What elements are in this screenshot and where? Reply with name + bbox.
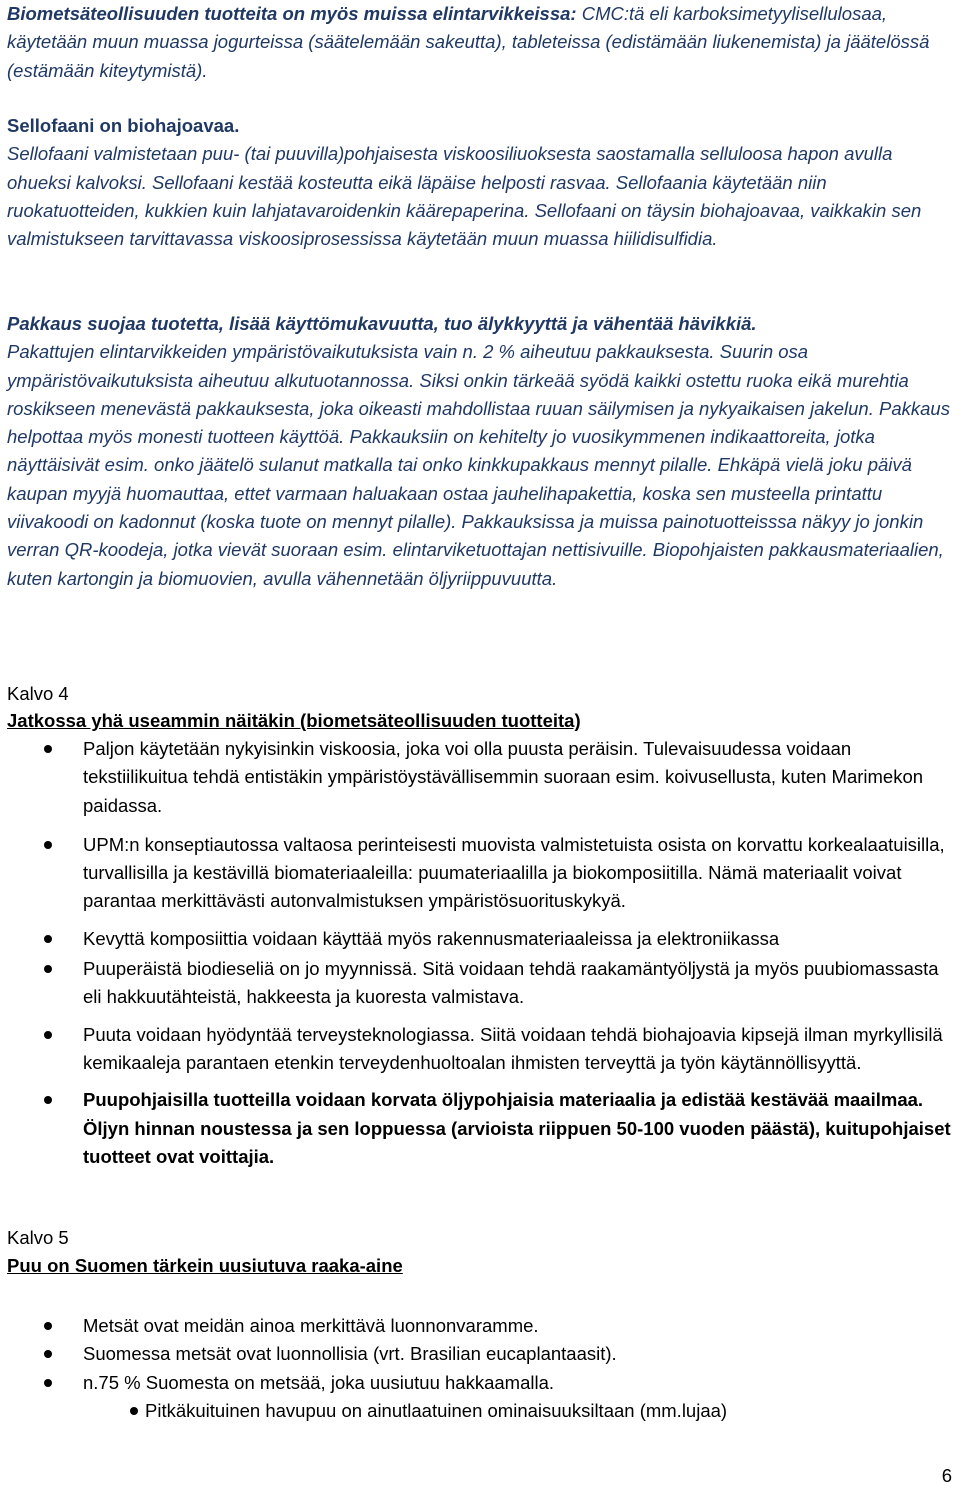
- list-item-text: Paljon käytetään nykyisinkin viskoosia, joka voi olla puusta peräisin. Tulevaisuudessa voidaan tekstiilikuitua tehdä entistäkin ympäristöystävällisemmin suoraan esim. koivusellusta, kuten Marimekon paidassa.: [83, 738, 924, 816]
- bullet-icon: [44, 745, 52, 753]
- list-item-text: Pitkäkuituinen havupuu on ainutlaatuinen ominaisuuksiltaan (mm.lujaa): [145, 1399, 728, 1421]
- list-item: [0, 735, 960, 820]
- kalvo5-title: [7, 1252, 403, 1280]
- list-item-text: UPM:n konseptiautossa valtaosa perinteisesti muovista valmistetuista osista on korvattu korkealaatuisilla, turvallisilla ja kestävillä biomateriaaleilla: puumateriaalilla ja biokomposiitilla. Nämä materiaalit voivat parantaa merkittävästi autonvalmistuksen ympäristösuorituskykyä.: [83, 833, 945, 912]
- list-item-text: Suomessa metsät ovat luonnollisia (vrt. Brasilian eucaplantaasit).: [83, 1343, 617, 1365]
- bullet-icon: [44, 1350, 52, 1358]
- list-item: [0, 831, 960, 916]
- pakkaus-text: Pakattujen elintarvikkeiden ympäristövaikutuksista vain n. 2 % aiheutuu pakkauksesta. Suurin osa ympäristövaikutuksista aiheutuu alkutuotannossa. Siksi onkin tärkeää syödä kaikki ostettu ruoka eikä murehtia roskikseen menevästä pakkauksesta, joka oikeasti mahdollistaa ruuan säilymisen ja nykyaikaisen jakelun. Pakkaus helpottaa myös monesti tuotteen käyttöä. Pakkauksiin on kehitelty jo vuosikymmenen indikaattoreita, jotka näyttäisivät esim. onko jäätelö sulanut matkalla tai onko kinkkupakkaus mennyt pilalle. Ehkäpä vielä joku päivä kaupan myyjä huomauttaa, ettet varmaan haluakaan ostaa jauhelihapakettia, koska sen musteella printattu viivakoodi on kadonnut (koska tuote on mennyt pilalle). Pakkauksissa ja muissa painotuotteisssa näkyy jo jonkin verran QR-koodeja, jotka vievät suoraan esim. elintarviketuottajan nettisivuille. Biopohjaisten pakkausmateriaalien, kuten kartongin ja biomuovien, avulla vähennetään öljyriippuvuutta.: [7, 341, 950, 589]
- list-item: [0, 1397, 960, 1425]
- kalvo5-label: Kalvo 5: [7, 1227, 69, 1248]
- bullet-icon: [44, 1322, 52, 1330]
- bullet-icon: [44, 935, 52, 943]
- list-item: [0, 1312, 960, 1340]
- bullet-icon: [130, 1407, 138, 1415]
- intro-lead: Biometsäteollisuuden tuotteita on myös muissa elintarvikkeissa:: [7, 3, 577, 24]
- bullet-icon: [44, 841, 52, 849]
- list-item-text: n.75 % Suomesta on metsää, joka uusiutuu hakkaamalla.: [83, 1371, 555, 1393]
- list-item: [0, 1369, 960, 1397]
- pakkaus-heading: Pakkaus suojaa tuotetta, lisää käyttömukavuutta, tuo älykkyyttä ja vähentää hävikkiä.: [7, 313, 757, 334]
- kalvo4-label: Kalvo 4: [7, 683, 69, 704]
- sellofaani-section: [7, 112, 953, 253]
- list-item: [0, 925, 960, 953]
- sellofaani-heading: Sellofaani on biohajoavaa.: [7, 115, 240, 136]
- list-item-text: Puuperäistä biodieseliä on jo myynnissä. Sitä voidaan tehdä raakamäntyöljystä ja myös puubiomassasta eli hakkuutähteistä, hakkeesta ja kuoresta valmistava.: [83, 958, 939, 1008]
- kalvo5-list: [0, 1312, 960, 1425]
- list-item: [0, 1086, 960, 1171]
- list-item-text: Kevyttä komposiittia voidaan käyttää myös rakennusmateriaaleissa ja elektroniikassa: [83, 927, 780, 949]
- list-item-text: Puuta voidaan hyödyntää terveysteknologiassa. Siitä voidaan tehdä biohajoavia kipsejä ilman myrkyllisilä kemikaaleja parantaen etenkin terveydenhuoltoalan ihmisten terveyttä ja työn käytännöllisyyttä.: [83, 1023, 943, 1073]
- bullet-icon: [44, 1031, 52, 1039]
- kalvo5-title-text: Puu on Suomen tärkein uusiutuva raaka-aine: [7, 1255, 403, 1276]
- page-number: 6: [941, 1465, 952, 1486]
- sellofaani-text: Sellofaani valmistetaan puu- (tai puuvilla)pohjaisesta viskoosiliuoksesta saostamalla selluloosa hapon avulla ohueksi kalvoksi. Sellofaani kestää kosteutta eikä läpäise helposti rasvaa. Sellofaania käytetään niin ruokatuotteiden, kukkien kuin lahjatavaroidenkin käärepaperina. Sellofaani on täysin biohajoavaa, vaikkakin sen valmistukseen tarvittavassa viskoosiprosessissa käytetään muun muassa hiilidisulfidia.: [7, 143, 922, 250]
- kalvo4-title: [7, 707, 581, 735]
- intro-text: CMC:tä eli karboksimetyylisellulosaa, käytetään muun muassa jogurteissa (säätelemään sakeutta), tableteissa (edistämään liukenemista) ja jäätelössä (estämään kiteytymistä).: [7, 3, 930, 81]
- list-item: [0, 1340, 960, 1368]
- kalvo4-list: [0, 735, 960, 1171]
- bullet-icon: [44, 1096, 52, 1104]
- pakkaus-section: [7, 310, 953, 593]
- intro-paragraph: [7, 0, 953, 85]
- bullet-icon: [44, 965, 52, 973]
- list-item-text: Puupohjaisilla tuotteilla voidaan korvata öljypohjaisia materiaalia ja edistää kestävää maailmaa. Öljyn hinnan noustessa ja sen loppuessa (arvioista riippuen 50-100 vuoden päästä), kuitupohjaiset tuotteet ovat voittajia.: [83, 1089, 951, 1167]
- list-item-text: Metsät ovat meidän ainoa merkittävä luonnonvaramme.: [83, 1315, 539, 1336]
- kalvo4-title-text: Jatkossa yhä useammin näitäkin (biometsäteollisuuden tuotteita): [7, 710, 581, 731]
- bullet-icon: [44, 1379, 52, 1387]
- list-item: [0, 1021, 960, 1078]
- list-item: [0, 955, 960, 1012]
